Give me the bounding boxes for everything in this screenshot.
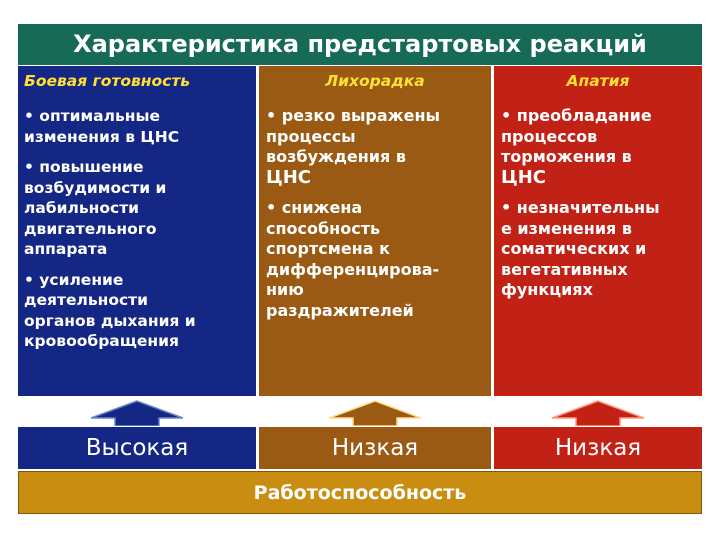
bullet-list [259,96,491,321]
performance-label: Работоспособность [18,471,702,514]
bullet-list [18,96,256,352]
slide-title: Характеристика предстартовых реакций [18,24,702,65]
bullet-item: • незначительны е изменения в соматических и вегетативных функциях [501,198,660,299]
bullet-item: • оптимальные изменения в ЦНС [24,107,180,146]
performance-level-low: Низкая [259,427,491,469]
bullet-list [494,96,702,301]
bullet-item: • снижена способность спортсмена к дифференцирова- нию раздражителей [266,198,440,320]
column-header: Боевая готовность [24,72,191,90]
bullet-item: • резко выражены процессы возбуждения в ЦНС [266,106,440,188]
bullet-item: • преобладание процессов торможения в ЦНС [501,106,652,188]
bullet-item: • усиление деятельности органов дыхания и кровообращения [24,270,196,350]
performance-level-low: Низкая [494,427,702,469]
column-fever [259,66,491,396]
column-header: Лихорадка [325,72,425,90]
up-arrow-icon [548,398,648,426]
column-apathy [494,66,702,396]
bullet-item: • повышение возбудимости и лабильности двигательного аппарата [24,158,167,258]
performance-level-high: Высокая [18,427,256,469]
column-header: Апатия [566,72,630,90]
up-arrow-icon [325,398,425,426]
up-arrow-icon [87,398,187,426]
column-combat-readiness [18,66,256,396]
